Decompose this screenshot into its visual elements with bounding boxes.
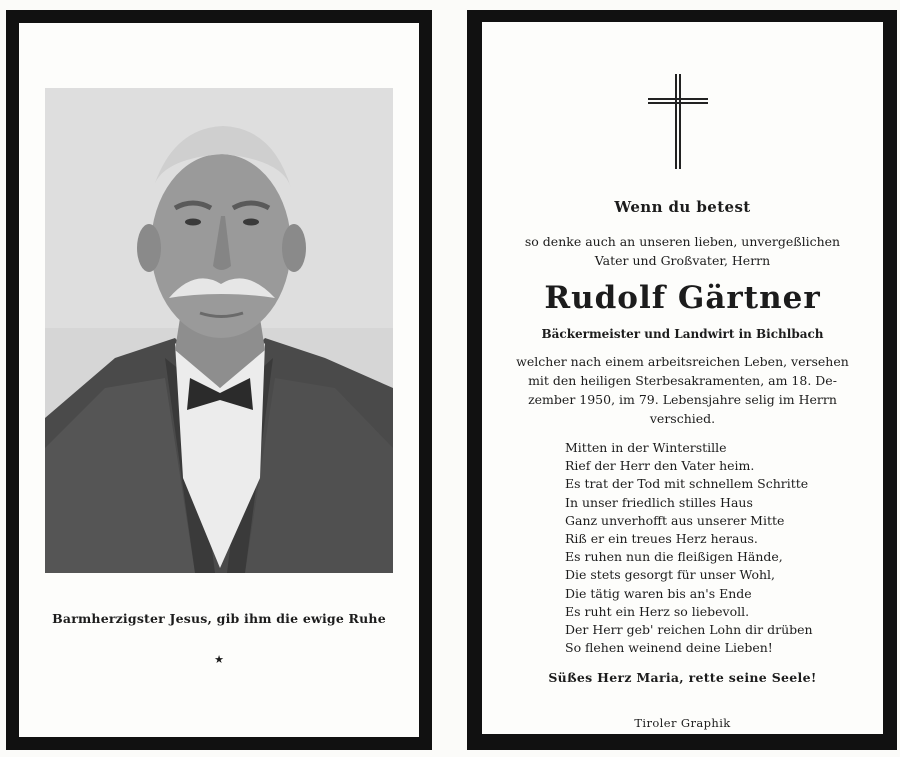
intro-line: Vater und Großvater, Herrn — [594, 253, 771, 268]
poem-line: In unser friedlich stilles Haus — [565, 494, 753, 510]
intro-text — [482, 232, 883, 270]
obituary-line: verschied. — [649, 411, 716, 426]
poem-line: So flehen weinend deine Lieben! — [565, 640, 773, 656]
poem-line: Es trat der Tod mit schnellem Schritte — [565, 476, 809, 492]
heading: Wenn du betest — [614, 198, 751, 216]
poem-line: Riß er ein treues Herz heraus. — [565, 531, 758, 547]
memorial-card-left — [6, 10, 432, 750]
obituary-text — [482, 352, 883, 428]
cross-icon — [648, 74, 708, 169]
deceased-name: Rudolf Gärtner — [544, 280, 821, 316]
poem-line: Der Herr geb' reichen Lohn dir drüben — [565, 622, 813, 638]
obituary-line: welcher nach einem arbeitsreichen Leben, versehen — [516, 354, 849, 369]
caption-prayer: Barmherzigster Jesus, gib ihm die ewige Ruhe — [52, 611, 386, 626]
poem-line: Die tätig waren bis an's Ende — [565, 585, 752, 601]
card-left-paper — [19, 23, 419, 737]
poem-line: Die stets gesorgt für unser Wohl, — [565, 567, 775, 583]
star-icon: ★ — [214, 653, 224, 666]
poem — [565, 439, 813, 657]
publisher-imprint: Tiroler Graphik — [634, 716, 731, 730]
portrait-illustration — [45, 88, 393, 573]
portrait-photo — [45, 88, 393, 573]
memorial-card-right — [467, 10, 897, 750]
obituary-line: zember 1950, im 79. Lebensjahre selig im Herrn — [528, 392, 837, 407]
poem-line: Es ruhen nun die fleißigen Hände, — [565, 549, 783, 565]
occupation: Bäckermeister und Landwirt in Bichlbach — [541, 327, 824, 341]
obituary-line: mit den heiligen Sterbesakramenten, am 18. De- — [528, 373, 837, 388]
poem-line: Rief der Herr den Vater heim. — [565, 458, 755, 474]
closing-prayer: Süßes Herz Maria, rette seine Seele! — [548, 670, 817, 685]
intro-line: so denke auch an unseren lieben, unvergeßlichen — [524, 234, 841, 249]
poem-line: Es ruht ein Herz so liebevoll. — [565, 603, 750, 619]
card-right-paper — [482, 22, 883, 734]
poem-line: Ganz unverhofft aus unserer Mitte — [565, 512, 785, 528]
poem-line: Mitten in der Winterstille — [565, 440, 727, 455]
